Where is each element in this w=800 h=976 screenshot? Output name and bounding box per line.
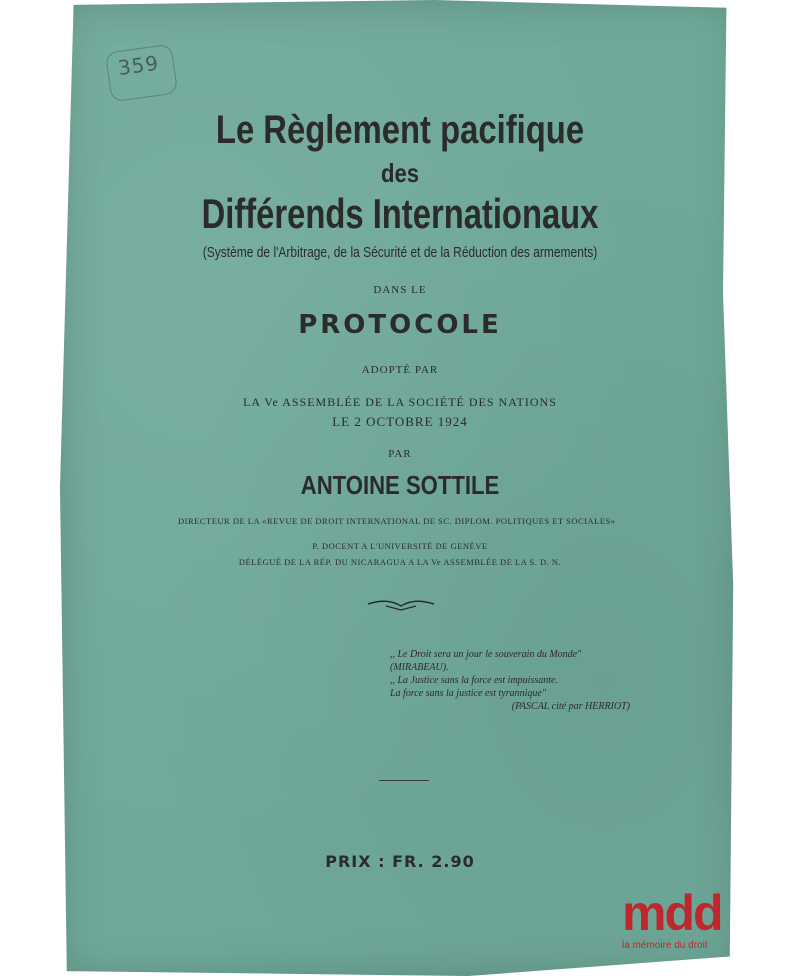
logo-tagline: la mémoire du droit [622,940,708,951]
quote-line-2: ,, La Justice sans la force est impuissante. [390,675,558,686]
mdd-logo [622,885,732,951]
credential-1: DIRECTEUR DE LA «REVUE DE DROIT INTERNATIONAL DE SC. DIPLOM. POLITIQUES ET SOCIALES» [178,516,616,526]
logo-letters: mdd [622,885,722,941]
quote-line-1: ,, Le Droit sera un jour le souverain du Monde" (MIRABEAU). [390,649,582,673]
credential-2: P. DOCENT A L'UNIVERSITÉ DE GENÈVE [312,541,488,551]
protocole-heading: PROTOCOLE [298,310,502,340]
date-text: LE 2 OCTOBRE 1924 [332,414,468,429]
par-text: PAR [388,448,412,460]
divider-rule [379,780,429,781]
title-line-2: des [380,158,420,188]
handwritten-annotation: 359 [105,44,178,103]
subtitle: (Système de l'Arbitrage, de la Sécurité et de la Réduction des armements) [202,244,598,261]
title-line-1: Le Règlement pacifique [215,108,585,152]
assemblee-text: LA Ve ASSEMBLÉE DE LA SOCIÉTÉ DES NATIONS [243,395,557,409]
dans-le-text: DANS LE [373,284,427,296]
quote-line-3: La force sans la justice est tyrannique" [390,688,547,699]
ornament-divider-icon [366,596,436,612]
epigraph [390,648,630,713]
credential-3: DÉLÉGUÉ DE LA RÉP. DU NICARAGUA A LA Ve ASSEMBLÉE DE LA S. D. N. [238,557,562,567]
quote-attribution: (PASCAL cité par HERRIOT) [511,701,630,712]
author-name: ANTOINE SOTTILE [300,470,500,500]
price-text: PRIX : FR. 2.90 [325,852,475,871]
title-line-3: Différends Internationaux [201,190,599,237]
adopte-par-text: ADOPTÉ PAR [361,364,439,376]
